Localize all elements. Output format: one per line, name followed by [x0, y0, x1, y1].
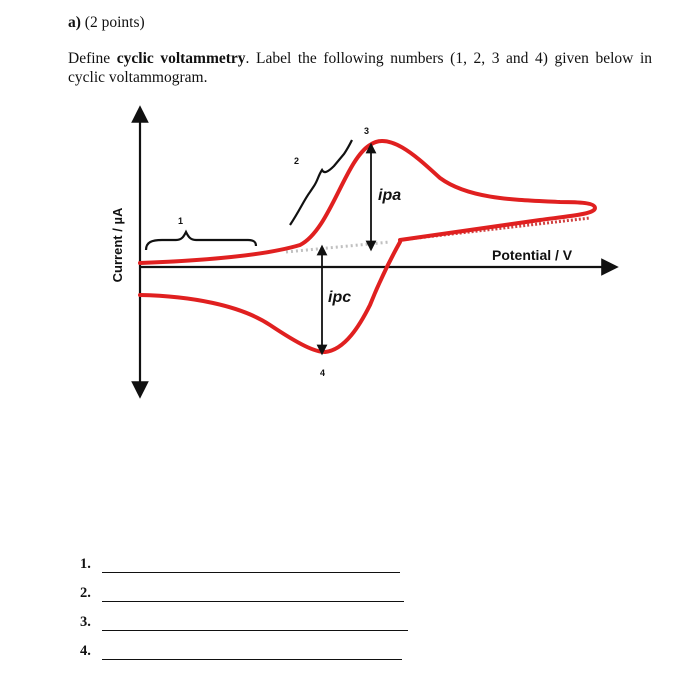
y-axis-label: Current / µA [110, 207, 125, 283]
answer-row-1: 1. [80, 556, 400, 573]
answer-blank-4[interactable] [102, 644, 402, 660]
x-axis-label: Potential / V [492, 247, 573, 263]
ipa-label: ipa [378, 187, 402, 204]
answer-row-3: 3. [80, 614, 408, 631]
answer-blank-2[interactable] [102, 586, 404, 602]
answer-blank-1[interactable] [102, 557, 400, 573]
question-part: a) [68, 14, 81, 31]
answer-row-2: 2. [80, 585, 404, 602]
question-header [68, 14, 145, 32]
answer-row-4: 4. [80, 643, 402, 660]
marker-1: 1 [178, 216, 184, 226]
voltammogram-svg [100, 100, 660, 400]
cyclic-voltammogram-figure [100, 100, 660, 400]
question-text: Define cyclic voltammetry. Label the following numbers (1, 2, 3 and 4) given below in cyclic voltammogram. [68, 50, 653, 86]
cathodic-scan-curve [140, 242, 400, 352]
key-term: cyclic voltammetry [116, 50, 246, 67]
marker-4: 4 [320, 368, 326, 378]
marker-2: 2 [294, 156, 300, 166]
answer-blank-3[interactable] [102, 615, 408, 631]
marker-3: 3 [364, 126, 370, 136]
question-points: (2 points) [84, 14, 145, 31]
ipc-label: ipc [328, 289, 352, 306]
brace-1 [146, 232, 256, 250]
